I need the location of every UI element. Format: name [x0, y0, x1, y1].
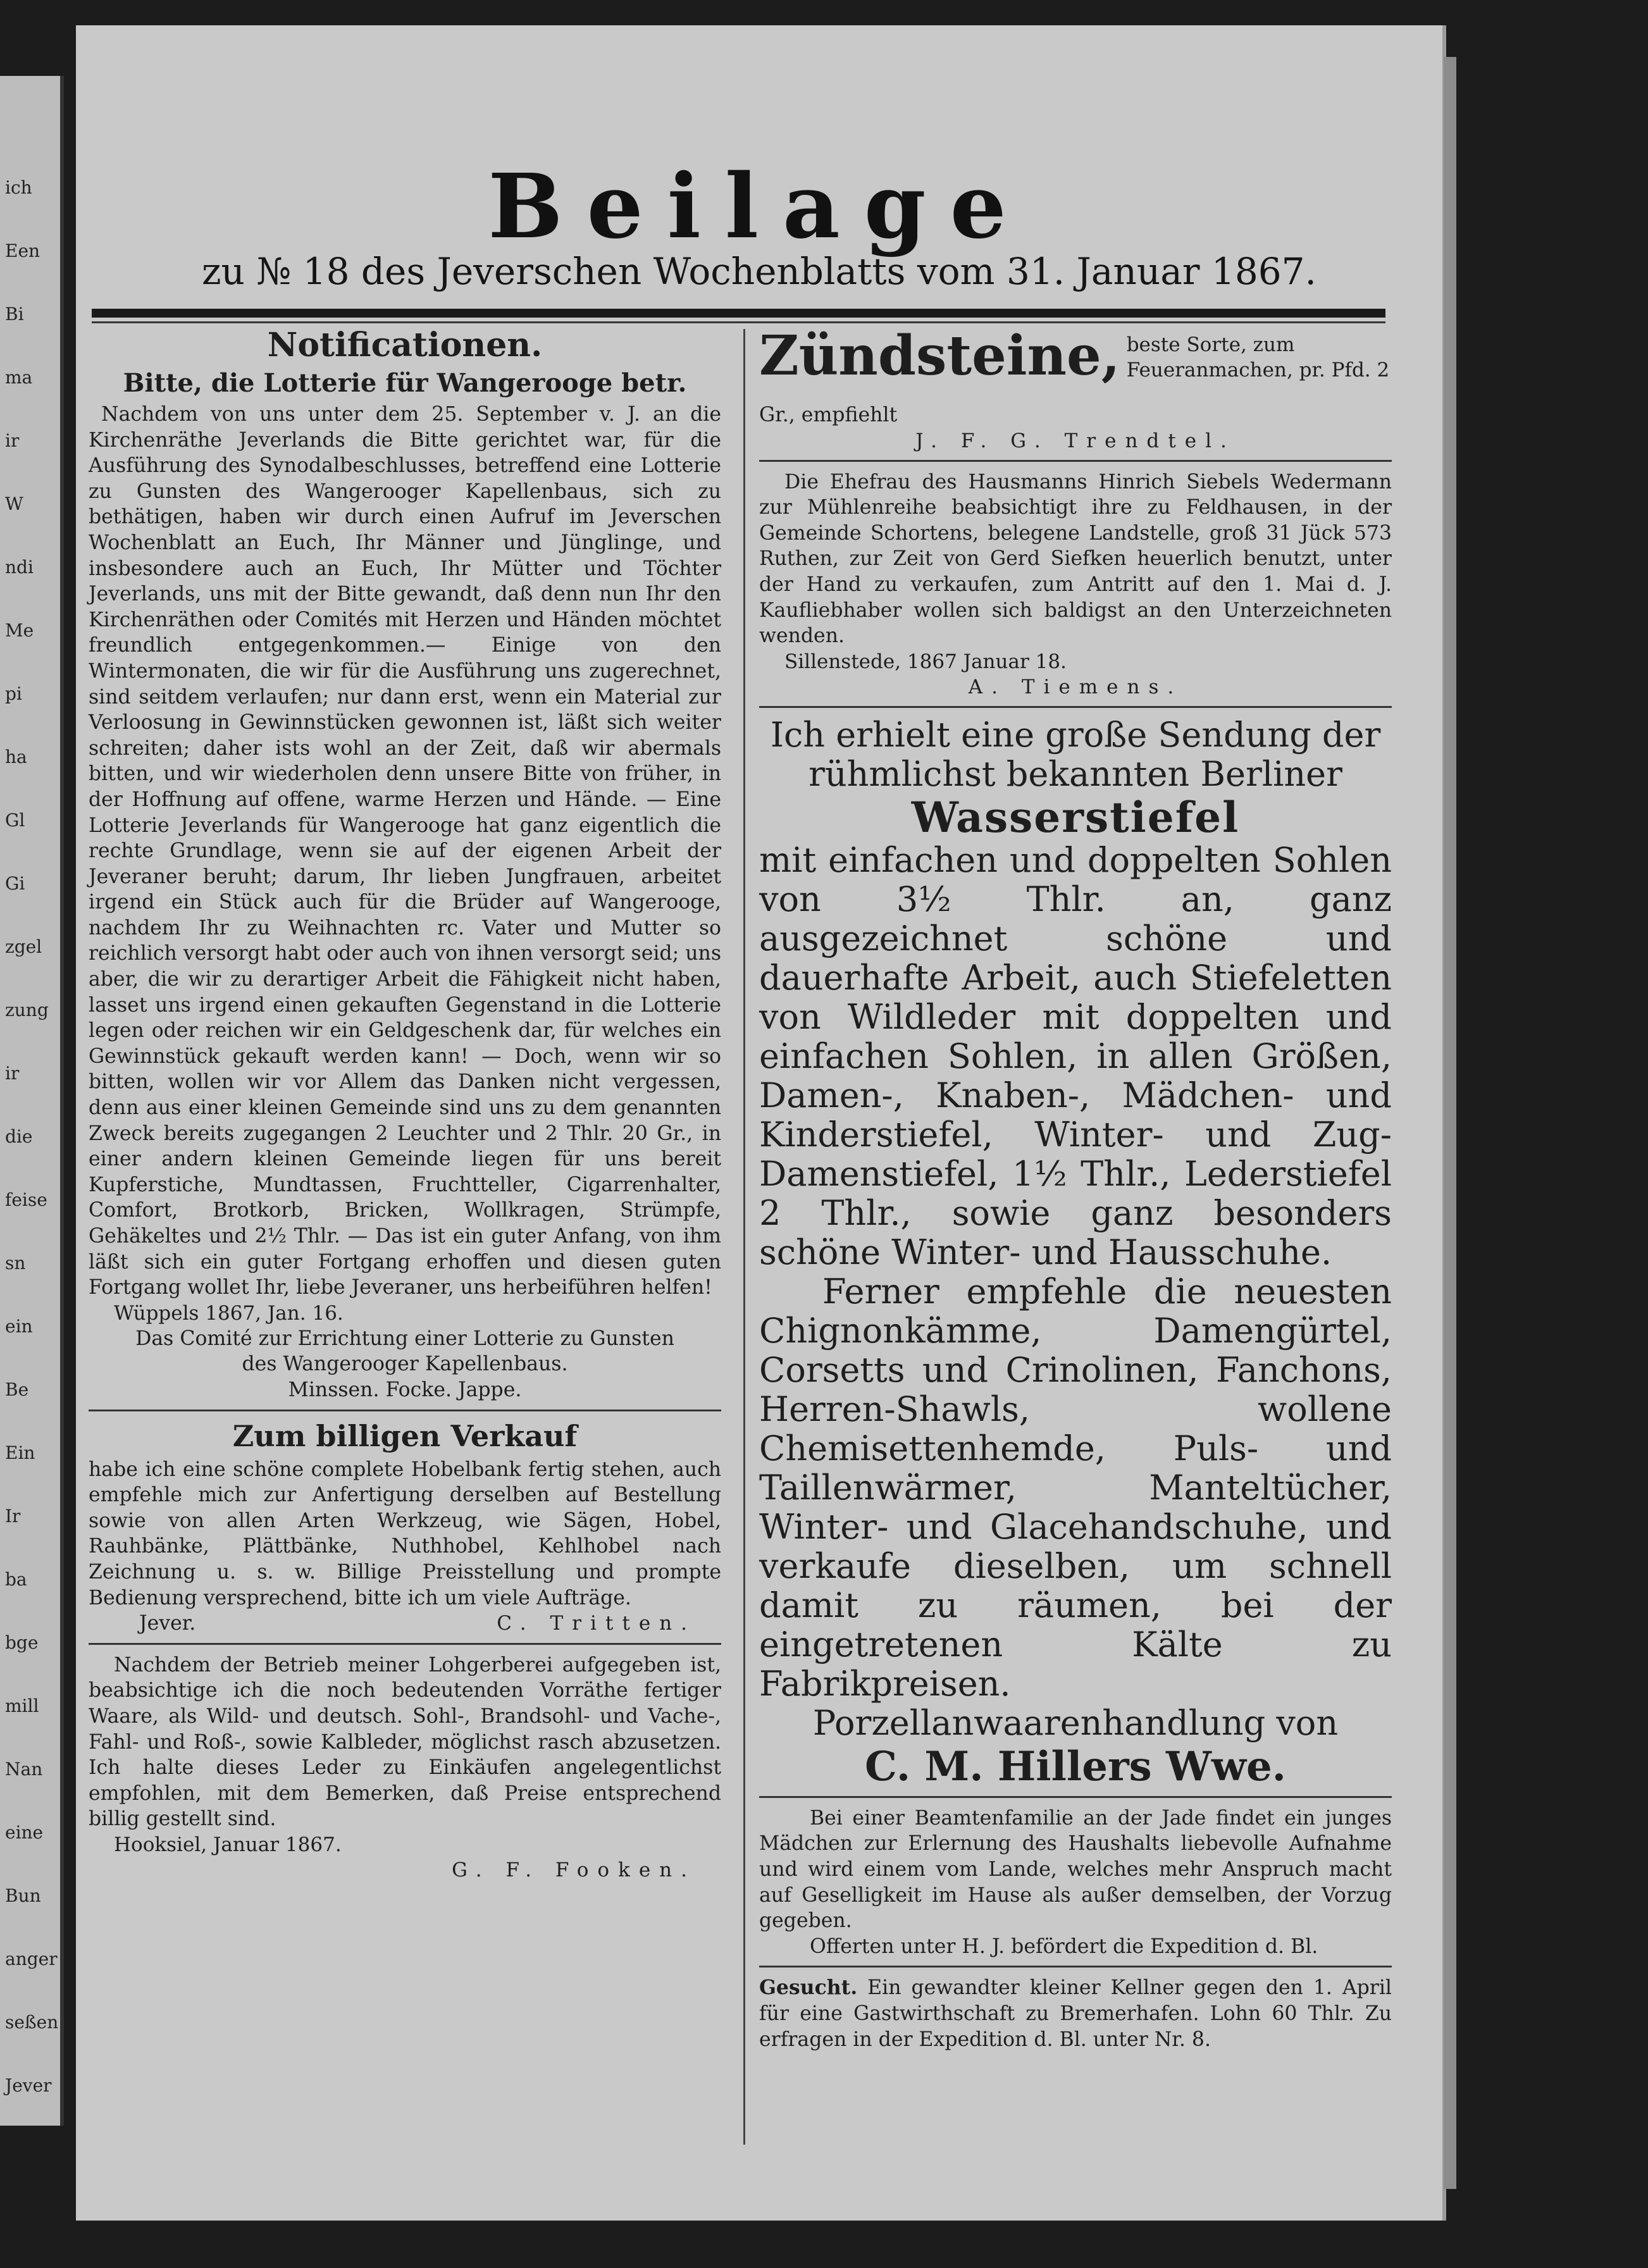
bleed-fragment: ndi	[5, 557, 34, 578]
bleed-fragment: ir	[5, 1063, 20, 1084]
bleed-fragment: mill	[5, 1695, 39, 1716]
bleed-fragment: eine	[5, 1822, 44, 1843]
separator	[759, 1796, 1392, 1798]
sale-heading: Zum billigen Verkauf	[232, 1418, 578, 1453]
masthead-title: Beilage	[488, 155, 1031, 259]
bleed-fragment: Bun	[5, 1885, 41, 1906]
separator	[89, 1643, 721, 1645]
bleed-fragment: Me	[5, 620, 34, 641]
bleed-fragment: Jever	[5, 2075, 52, 2096]
lottery-committee: Das Comité zur Errichtung einer Lotterie zu Gunsten des Wangerooger Kapellenbaus.	[135, 1327, 674, 1376]
separator	[89, 1410, 721, 1411]
sale-body: habe ich eine schöne complete Hobelbank fertig stehen, auch empfehle mich zur Anfertigung derselben auf Bestellung sowie von allen Arten Werkzeug, wie Sägen, Hobel, Rauhbänke, Plättbänke, Nuthhobel, Kehlhobel nach Zeichnung u. s. w. Billige Preisstellung und prompte Bedienung versprechend, bitte ich um viele Aufträge.	[89, 1458, 721, 1609]
bleed-fragment: zgel	[5, 936, 42, 957]
lottery-heading: Bitte, die Lotterie für Wangerooge betr.	[123, 368, 687, 398]
land-sale-signature: A. Tiemens.	[968, 675, 1183, 698]
zuendsteine-side-text: beste Sorte, zum Feueranmachen, pr. Pfd. 2	[1126, 333, 1390, 381]
zuendsteine-rest: Gr., empfiehlt	[759, 404, 898, 426]
boots-intro: Ich erhielt eine große Sendung der rühmlichst bekannten Berliner	[770, 714, 1381, 794]
bleed-fragment: ir	[5, 430, 20, 451]
boots-body-2: Ferner empfehle die neuesten Chignonkämme, Damengürtel, Corsetts und Crinolinen, Fanchons, Herren-Shawls, wollene Chemisettenhemde, Puls- und Taillenwärmer, Manteltücher, Winter- und Glacehandschuhe, und verkaufe dieselben, um schnell damit zu räumen, bei der eingetretenen Kälte zu Fabrikpreisen.	[759, 1271, 1392, 1704]
bleed-fragment: bge	[5, 1632, 39, 1653]
family-offer: Offerten unter H. J. befördert die Expedition d. Bl.	[810, 1935, 1318, 1958]
bleed-fragment: die	[5, 1126, 33, 1147]
boots-firm-name: C. M. Hillers Wwe.	[865, 1742, 1286, 1790]
lottery-signatories: Minssen. Focke. Jappe.	[288, 1378, 522, 1401]
zuendsteine-signature: J. F. G. Trendtel.	[915, 429, 1236, 452]
bleed-fragment: Gi	[5, 873, 25, 894]
separator	[759, 706, 1392, 708]
bleed-fragment: ein	[5, 1316, 33, 1337]
bleed-fragment: sn	[5, 1253, 26, 1273]
boots-shop: Porzellanwaarenhandlung von	[812, 1702, 1339, 1743]
bleed-fragment: zung	[5, 1000, 49, 1020]
separator	[759, 460, 1392, 462]
masthead-rule	[92, 309, 1385, 318]
lottery-place-date: Wüppels 1867, Jan. 16.	[114, 1301, 344, 1325]
zuendsteine-title: Zündsteine,	[759, 324, 1120, 388]
bleed-fragment: anger	[5, 1949, 58, 1969]
bleed-fragment: Nan	[5, 1759, 43, 1780]
lottery-body: Nachdem von uns unter dem 25. September v. J. an die Kirchenräthe Jeverlands die Bitte gerichtet war, für die Ausführung des Synodalbeschlusses, betreffend eine Lotterie zu Gunsten des Wangerooger Kapellenbaus, sich zu bethätigen, haben wir durch einen Aufruf im Jeverschen Wochenblatt an Euch, Ihr Männer und Jünglinge, und insbesondere auch an Euch, Ihr Mütter und Töchter Jeverlands, uns mit der Bitte gewandt, daß denn nun Ihr den Kirchenräthen oder Comités mit Herzen und Händen möchtet freundlich entgegenkommen.— Einige von den Wintermonaten, die wir für die Ausführung uns zugerechnet, sind seitdem verlaufen; nur dann erst, wenn ein Material zur Verloosung in Gewinnstücken gewonnen ist, läßt sich weiter schreiten; daher ists wohl an der Zeit, daß wir abermals bitten, und wir wiederholen denn unsere Bitte von früher, in der Hoffnung auf offene, warme Herzen und Hände. — Eine Lotterie Jeverlands für Wangerooge hat ganz eigentlich die rechte Grundlage, wenn sie auf der eigenen Arbeit der Jeveraner beruht; darum, Ihr lieben Jungfrauen, arbeitet irgend ein Stück auch für die Brüder auf Wangerooge, nachdem Ihr zu Weihnachten rc. Vater und Mutter so reichlich versorgt habt oder auch von ihnen versorgt seid; uns aber, die wir zu derartiger Arbeit die Fähigkeit nicht haben, lasset uns irgend einen gekauften Gegenstand in die Lotterie legen oder reichen wir ein Geldgeschenk dar, für welches ein Gewinnstück gekauft werden kann! — Doch, wenn wir so bitten, wollen wir vor Allem das Danken nicht vergessen, denn aus einer kleinen Gemeinde sind uns zu dem genannten Zweck bereits zugegangen 2 Leuchter und 2 Thlr. 20 Gr., in einer andern kleinen Gemeinde liegen für uns bereit Kupferstiche, Mundtassen, Fruchtteller, Cigarrenhalter, Comfort, Brotkorb, Bricken, Wollkragen, Strümpfe, Gehäkeltes und 2½ Thlr. — Das ist ein guter Anfang, von ihm läßt sich ein guter Fortgang erhoffen und diesen guten Fortgang wollet Ihr, liebe Jeveraner, uns herbeiführen helfen!	[89, 403, 721, 1299]
wanted-label: Gesucht.	[759, 1976, 858, 2000]
tannery-signature: G. F. Fooken.	[452, 1858, 696, 1881]
left-column	[89, 326, 721, 1883]
boots-title: Wasserstiefel	[911, 792, 1240, 842]
bleed-fragment: ha	[5, 747, 27, 767]
separator	[759, 1966, 1392, 1967]
newspaper-page	[76, 25, 1442, 2221]
bleed-fragment: Bi	[5, 304, 24, 325]
bleed-fragment: pi	[5, 683, 22, 704]
sale-place: Jever.	[139, 1612, 196, 1635]
boots-body: mit einfachen und doppelten Sohlen von 3½ Thlr. an, ganz ausgezeichnet schöne und dauerhafte Arbeit, auch Stiefeletten von Wildleder mit doppelten und einfachen Sohlen, in allen Größen, Damen-, Knaben-, Mädchen- und Kinderstiefel, Winter- und Zug-Damenstiefel, 1½ Thlr., Lederstiefel 2 Thlr., sowie ganz besonders schöne Winter- und Hausschuhe.	[759, 840, 1392, 1272]
wanted-ad	[759, 1975, 1392, 2052]
bleed-fragment: ma	[5, 367, 33, 388]
bleed-fragment: ich	[5, 177, 32, 198]
bleed-fragment: feise	[5, 1189, 47, 1210]
masthead-rule-thin	[92, 321, 1385, 323]
tannery-body: Nachdem der Betrieb meiner Lohgerberei aufgegeben ist, beabsichtige ich die noch bedeutenden Vorräthe fertiger Waare, als Wild- und deutsch. Sohl-, Brandsohl- und Vache-, Fahl- und Roß-, sowie Kalbleder, möglichst rasch abzusetzen. Ich halte dieses Leder zu Einkäufen angelegentlichst empfohlen, mit dem Bemerken, daß Preise entsprechend billig gestellt sind.	[89, 1653, 721, 1831]
wanted-body: Ein gewandter kleiner Kellner gegen den 1. April für eine Gastwirthschaft zu Bremerhafen. Lohn 60 Thlr. Zu erfragen in der Expedition d. Bl. unter Nr. 8.	[759, 1976, 1392, 2051]
notifications-heading: Notificationen.	[267, 326, 543, 364]
masthead-subtitle: zu № 18 des Jeverschen Wochenblatts vom 31. Januar 1867.	[202, 250, 1317, 293]
bleed-fragment: W	[5, 493, 23, 514]
land-sale-place-date: Sillenstede, 1867 Januar 18.	[784, 650, 1067, 673]
right-column	[759, 326, 1392, 2052]
bleed-fragment: ba	[5, 1569, 27, 1590]
page-edge-shadow	[1444, 57, 1456, 2189]
sale-signature: C. Tritten.	[497, 1612, 696, 1635]
land-sale-body: Die Ehefrau des Hausmanns Hinrich Siebels Wedermann zur Mühlenreihe beabsichtigt ihre zu Feldhausen, in der Gemeinde Schortens, belegene Landstelle, groß 31 Jück 573 Ruthen, zur Zeit von Gerd Siefken heuerlich benutzt, unter der Hand zu verkaufen, zum Antritt auf den 1. Mai d. J. Kaufliebhaber wollen sich baldigst an den Unterzeichneten wenden.	[759, 470, 1392, 648]
bleed-fragment: seßen	[5, 2012, 59, 2033]
bleed-fragment: Gl	[5, 810, 25, 831]
bleed-fragment: Be	[5, 1379, 29, 1400]
previous-page-edge	[0, 76, 64, 2126]
column-divider	[743, 329, 745, 2145]
bleed-fragment: Een	[5, 240, 40, 261]
family-body: Bei einer Beamtenfamilie an der Jade findet ein junges Mädchen zur Erlernung des Haushalts liebevolle Aufnahme und wird einem vom Lande, welches mehr Anspruch macht auf Geselligkeit im Hause als außer demselben, der Vorzug gegeben.	[759, 1806, 1392, 1933]
bleed-fragment: Ir	[5, 1506, 21, 1527]
tannery-place-date: Hooksiel, Januar 1867.	[114, 1833, 342, 1856]
bleed-fragment: Ein	[5, 1442, 35, 1463]
